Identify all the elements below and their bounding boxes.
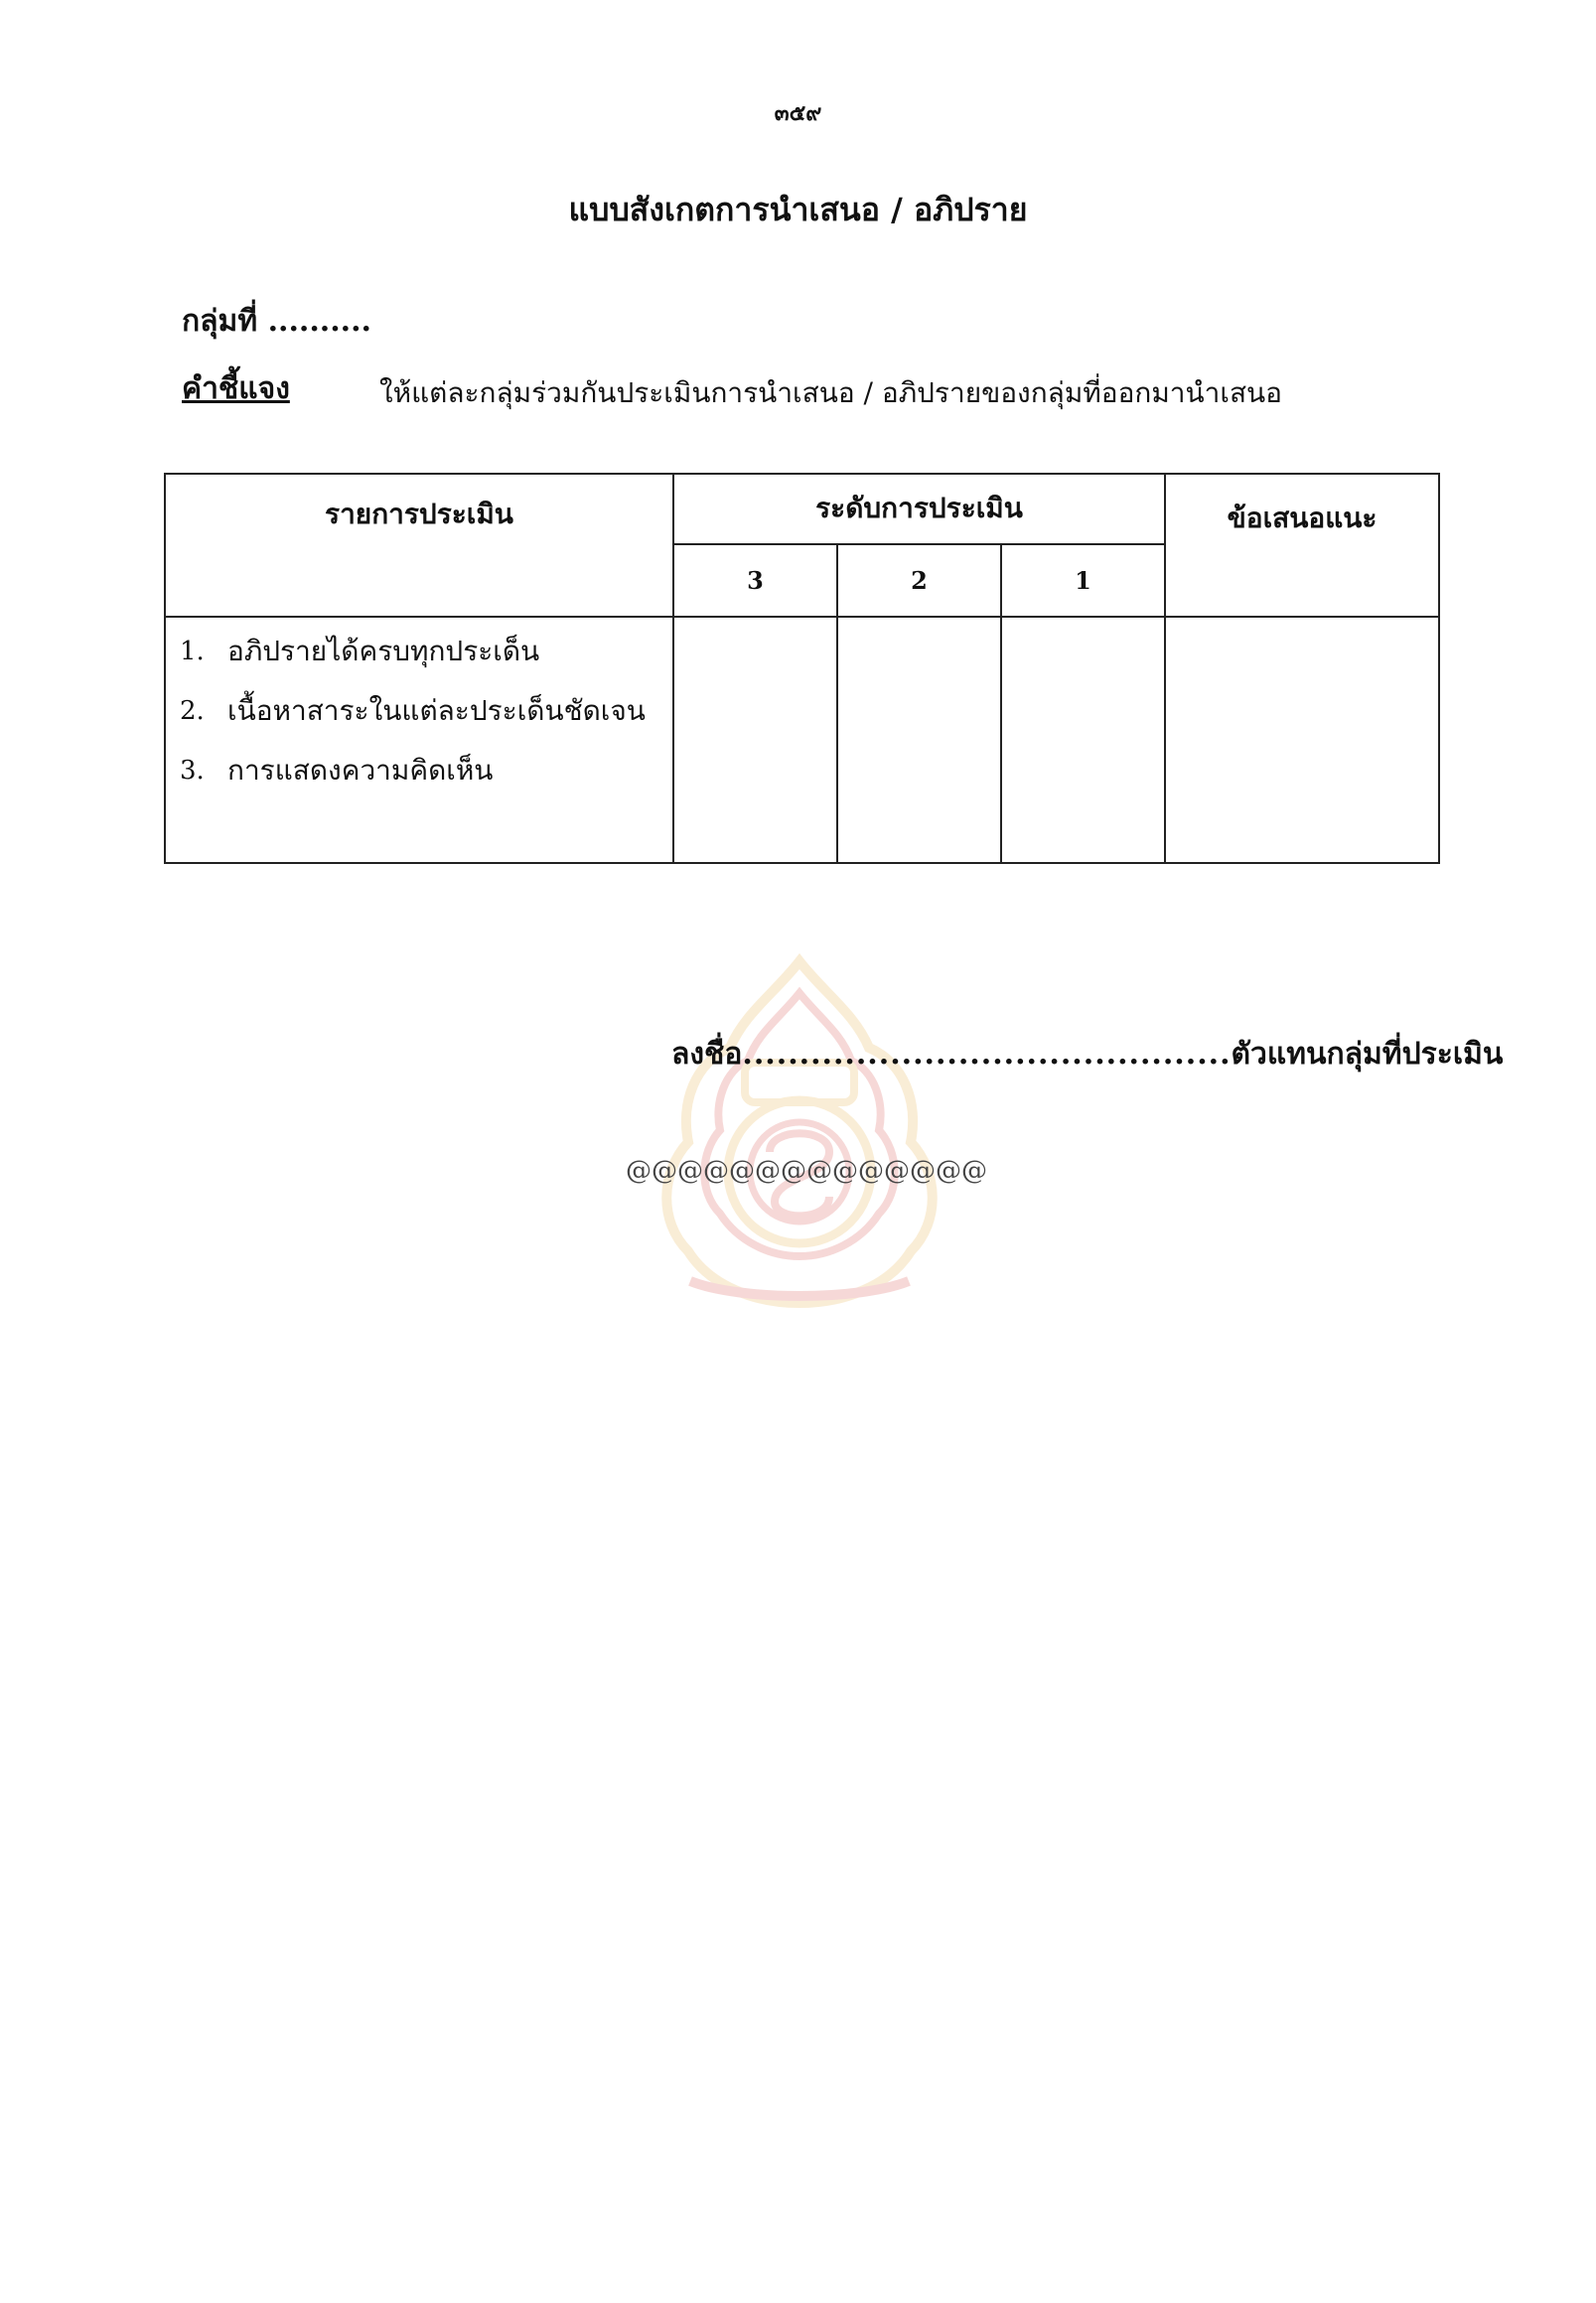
criteria-number: 3. [180, 756, 205, 786]
header-score-3: 3 [673, 544, 837, 617]
group-dots: .......... [267, 304, 372, 339]
criteria-number: 2. [180, 696, 205, 726]
criteria-item-3 [180, 747, 672, 806]
criteria-item-1 [180, 628, 672, 687]
score-cell-3[interactable] [673, 617, 837, 863]
criteria-cell [165, 617, 673, 863]
signature-label: ลงชื่อ [671, 1037, 743, 1072]
signature-role: ตัวแทนกลุ่มที่ประเมิน [1231, 1037, 1504, 1072]
header-suggestion: ข้อเสนอแนะ [1165, 474, 1439, 617]
evaluation-table [164, 473, 1440, 864]
group-label: กลุ่มที่ [182, 304, 258, 339]
criteria-text: อภิปรายได้ครบทุกประเด็น [227, 635, 540, 667]
criteria-text: การแสดงความคิดเห็น [227, 754, 494, 787]
signature-line [671, 1031, 1503, 1078]
group-line [182, 298, 371, 345]
criteria-text: เนื้อหาสาระในแต่ละประเด็นชัดเจน [227, 694, 646, 727]
instruction-text: ให้แต่ละกลุ่มร่วมกันประเมินการนำเสนอ / อภิปรายของกลุ่มที่ออกมานำเสนอ [379, 376, 1283, 409]
page-number: ๓๕๙ [774, 100, 822, 126]
header-evaluation-level: ระดับการประเมิน [673, 474, 1165, 544]
header-score-2: 2 [837, 544, 1001, 617]
score-cell-1[interactable] [1001, 617, 1165, 863]
divider-mark: @@@@@@@@@@@@@@ [626, 1156, 987, 1186]
criteria-list [180, 628, 672, 806]
score-cell-2[interactable] [837, 617, 1001, 863]
header-score-1: 1 [1001, 544, 1165, 617]
table-row [165, 617, 1439, 863]
header-evaluation-items: รายการประเมิน [165, 474, 673, 617]
signature-dots[interactable]: ........................................... [742, 1037, 1232, 1072]
instruction-label: คำชี้แจง [182, 371, 290, 406]
suggestion-cell[interactable] [1165, 617, 1439, 863]
document-title: แบบสังเกตการนำเสนอ / อภิปราย [568, 191, 1028, 228]
criteria-item-2 [180, 687, 672, 747]
criteria-number: 1. [180, 637, 205, 666]
emblem-watermark-icon [651, 953, 948, 1311]
